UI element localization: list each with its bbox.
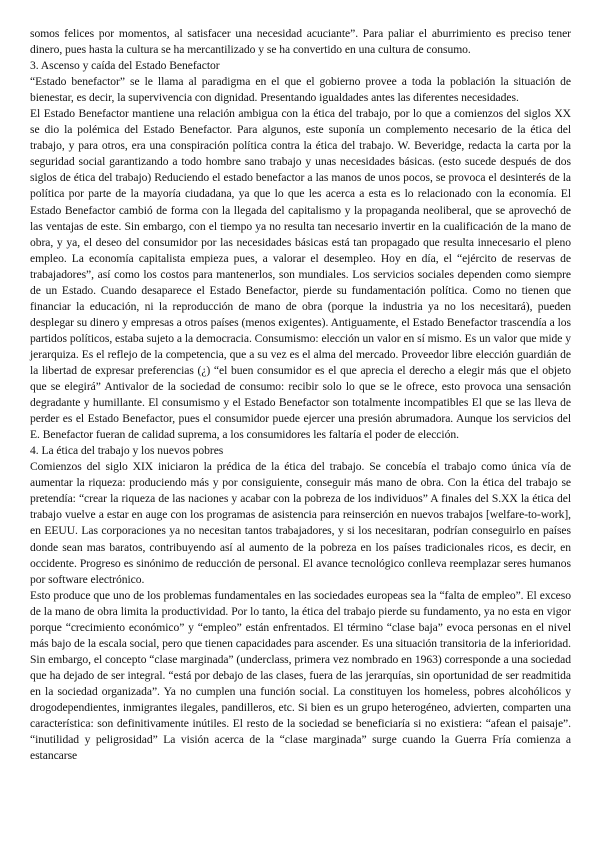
- body-paragraph: El Estado Benefactor mantiene una relación ambigua con la ética del trabajo, por lo que a comienzos del siglos XX se dio la polémica del Estado Benefactor. Para algunos, este suponía un complemento necesario de la ética del trabajo, y para otros, era una conspiración política contra la ética del trabajo. W. Beveridge, redacta la carta por la seguridad social garantizando a todo hombre sano trabajo y unas necesidades básicas. (esto sucede después de dos siglos de ética del trabajo) Reduciendo el estado benefactor a las manos de unos pocos, se provoca el desinterés de la política por parte de la mayoría ciudadana, ya que lo que les acerca a esta es lo relacionado con la economía. El Estado Benefactor cambió de forma con la llegada del capitalismo y la propaganda neoliberal, que se aprovechó de las ventajas de este. Sin embargo, con el tiempo ya no resulta tan necesario invertir en la cualificación de la mano de obra, y ya, el deseo del consumidor por las necesidades básicas está tan propagado que resulta innecesario el pleno empleo. La economía capitalista empieza pues, a valorar el desempleo. Hoy en día, el “ejército de reservas de trabajadores”, así como los costos para mantenerlos, son mundiales. Los servicios sociales dependen como siempre de un Estado. Cuando desaparece el Estado Benefactor, pierde su fundamentación política. Como no tienen que financiar la educación, ni la reproducción de mano de obra (porque la industria ya no los necesitará), pueden desplegar su dinero y empresas a otros países (menos exigentes). Antiguamente, el Estado Benefactor trascendía a los partidos políticos, estaba sujeto a la democracia. Consumismo: elección un valor en sí mismo. Es un valor que mide y jerarquiza. Es el reflejo de la competencia, que a su vez es el alma del mercado. Proveedor libre elección guardián de la libertad de expresar preferencias (¿) “el buen consumidor es el que aprecia el derecho a elegir más que el objeto que se elegirá” Antivalor de la sociedad de consumo: recibir solo lo que se le ofrece, esto provoca una sensación degradante y humillante. El consumismo y el Estado Benefactor son totalmente incompatibles El que se las lleva de perder es el Estado Benefactor, pues el consumidor puede ejercer una presión abrumadora. Aunque los servicios del E. Benefactor fueran de calidad suprema, a los consumidores les faltaría el poder de elección.: [30, 107, 571, 442]
- section-heading: 3. Ascenso y caída del Estado Benefactor: [30, 59, 220, 73]
- body-paragraph: Comienzos del siglo XIX iniciaron la prédica de la ética del trabajo. Se concebía el trabajo como única vía de aumentar la riqueza: produciendo más y por consiguiente, conseguir más mano de obra. Con la ética del trabajo se pretendía: “crear la riqueza de las naciones y acabar con la pobreza de los individuos” A finales del S.XX la ética del trabajo vuelve a estar en auge con los programas de asistencia para reinserción en nuevos trabajos [welfare-to-work], en EEUU. Las corporaciones ya no necesitan tantos trabajadores, y si los necesitaran, podrían conseguirlo en países donde sean mas baratos, contribuyendo así al aumento de la pobreza en los países tradicionales ricos, es decir, en occidente. Progreso es sinónimo de reducción de personal. El avance tecnológico conlleva reemplazar seres humanos por software electrónico.: [30, 460, 571, 586]
- body-paragraph: somos felices por momentos, al satisfacer una necesidad acuciante”. Para paliar el aburrimiento es preciso tener dinero, pues hasta la cultura se ha mercantilizado y se ha convertido en una cultura de consumo.: [30, 27, 571, 57]
- body-paragraph: Esto produce que uno de los problemas fundamentales en las sociedades europeas sea la “falta de empleo”. El exceso de la mano de obra limita la productividad. Por lo tanto, la ética del trabajo pierde su fundamento, ya no esta en vigor porque “crecimiento económico” y “empleo” están enfrentados. El término “clase baja” evoca personas en el nivel más bajo de la escala social, pero que tienen capacidades para ascender. Es una situación transitoria de la inferioridad. Sin embargo, el concepto “clase marginada” (underclass, primera vez nombrado en 1963) corresponde a una sociedad que ha dejado de ser integral. “está por debajo de las clases, fuera de las jerarquías, sin oportunidad de ser readmitida en la sociedad organizada”. Ya no cumplen una función social. La constituyen los homeless, pobres alcohólicos y drogodependientes, inmigrantes ilegales, pandilleros, etc. Si bien es un grupo heterogéneo, advierten, comparten una característica: son definitivamente inútiles. El resto de la sociedad se beneficiaría si no existiera: “afean el paisaje”. “inutilidad y peligrosidad” La visión acerca de la “clase marginada” surge cuando la Guerra Fría comienza a estancarse: [30, 588, 571, 763]
- section-heading: 4. La ética del trabajo y los nuevos pobres: [30, 444, 224, 458]
- body-paragraph: “Estado benefactor” se le llama al paradigma en el que el gobierno provee a toda la población la situación de bienestar, es decir, la supervivencia con dignidad. Presentando igualdades antes las diferentes necesidades.: [30, 75, 571, 105]
- document-page: [30, 26, 571, 764]
